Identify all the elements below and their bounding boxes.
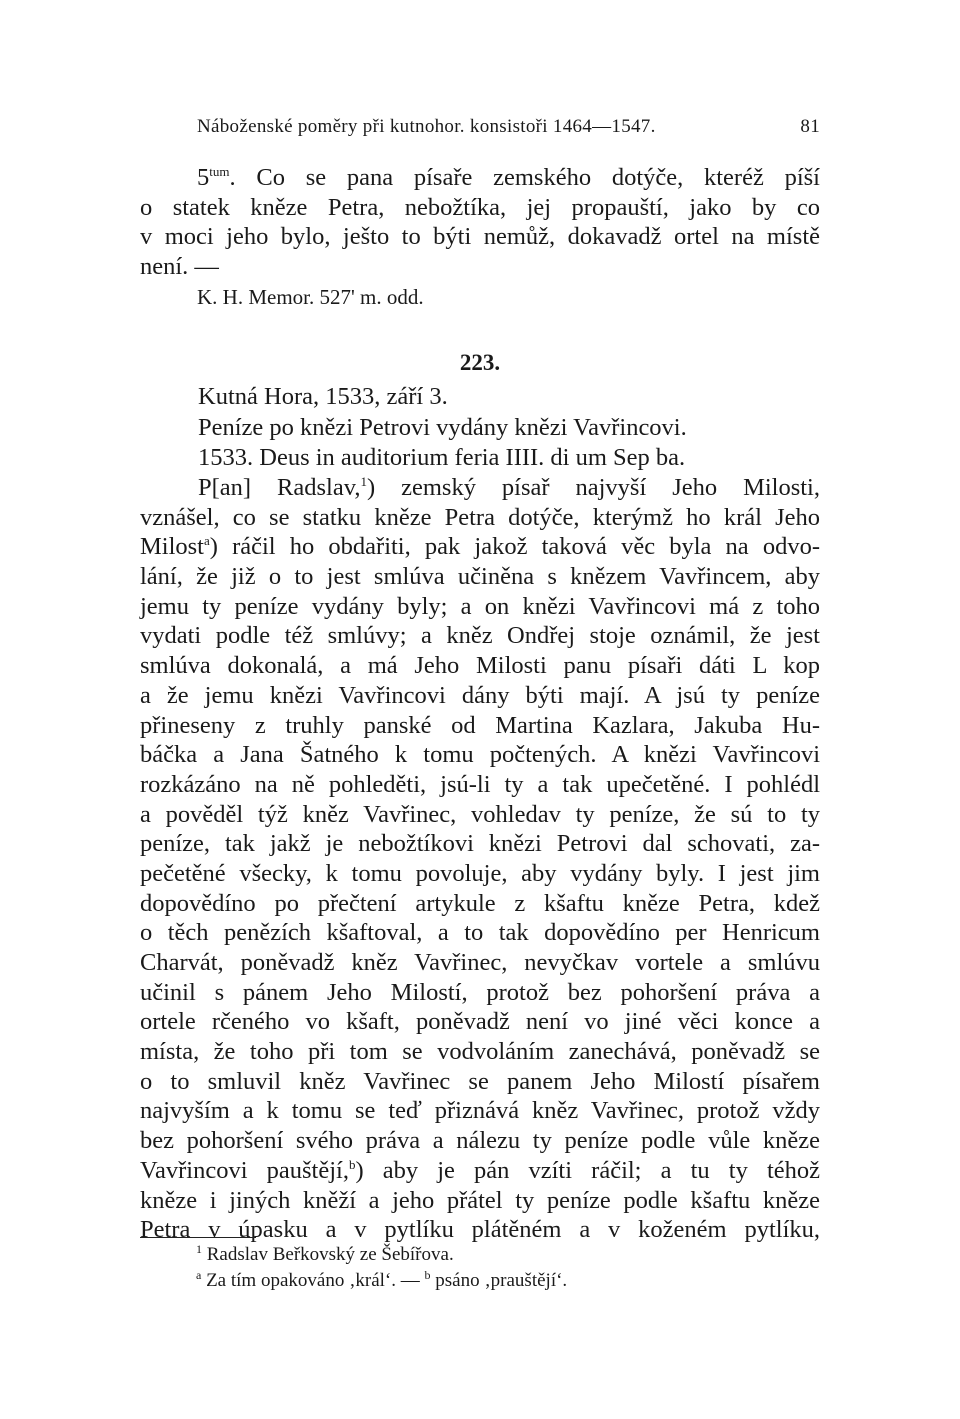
paragraph-line: a že jemu knězi Vavřincovi dány býti mají. A jsú ty peníze xyxy=(140,681,820,709)
paragraph-line: učinil s pánem Jeho Milostí, protož bez pohoršení práva a xyxy=(140,978,820,1006)
footnote-divider xyxy=(140,1237,256,1238)
paragraph-line: dopovědíno po přečtení artykule z kšaftu kněze Petra, kdež xyxy=(140,889,820,917)
paragraph-line: bez pohoršení svého práva a nálezu ty peníze podle vůle kněze xyxy=(140,1127,820,1155)
page-number: 81 xyxy=(800,116,820,137)
paragraph-line: místa, že toho při tom se vodvoláním zanechává, poněvadž se xyxy=(140,1038,820,1066)
paragraph-line: o těch penězích kšaftoval, a to tak dopovědíno per Henricum xyxy=(140,919,820,947)
paragraph-line: $5^{tum}$. Co se pana písaře zemského dotýče, kteréž píší xyxy=(197,164,820,191)
paragraph-line: Milost$^a$) ráčil ho obdařiti, pak jakož taková věc byla na odvo- xyxy=(140,533,820,561)
footnote-mark: 1 xyxy=(196,1242,202,1256)
paragraph-line: vznášel, co se statku kněze Petra dotýče, kterýmž ho král Jeho xyxy=(140,503,820,531)
continued-paragraph xyxy=(140,163,820,282)
place-date-heading: Kutná Hora, 1533, září 3. xyxy=(198,383,448,410)
paragraph-line: peníze, tak jakž je nebožtíkovi knězi Petrovi dal schovati, za- xyxy=(140,830,820,858)
paragraph-line: najvyším a k tomu se teď přiznává kněz Vavřinec, protož vždy xyxy=(140,1097,820,1125)
paragraph-line: o to smluvil kněz Vavřinec se panem Jeho Milostí písařem xyxy=(140,1067,820,1095)
paragraph-line: vydati podle též smlúvy; a kněz Ondřej stoje oznámil, že jest xyxy=(140,622,820,650)
archival-reference: K. H. Memor. 527' m. odd. xyxy=(197,285,424,309)
paragraph-line: Petra v úpasku a v pytlíku plátěném a v koženém pytlíku, xyxy=(140,1216,820,1244)
footnote-a-b xyxy=(196,1270,567,1292)
main-paragraph xyxy=(140,473,820,1245)
document-number: 223. xyxy=(459,350,501,375)
paragraph-line: přineseny z truhly panské od Martina Kazlara, Jakuba Hu- xyxy=(140,711,820,739)
paragraph-line: v moci jeho bylo, ješto to býti nemůž, dokavadž ortel na místě xyxy=(140,223,820,251)
footnote-mark: a xyxy=(196,1268,202,1282)
footnote-text: Za tím opakováno ‚král‘. — xyxy=(206,1270,420,1291)
paragraph-line: není. — xyxy=(140,253,219,281)
dating-line: 1533. Deus in auditorium feria IIII. di um Sep ba. xyxy=(198,444,686,471)
paragraph-line: báčka a Jana Šatného k tomu počtených. A knězi Vavřincovi xyxy=(140,741,820,769)
paragraph-line: rozkázáno na ně pohleděti, jsú-li ty a tak upečetěné. I pohlédl xyxy=(140,770,820,798)
summary-heading: Peníze po knězi Petrovi vydány knězi Vavřincovi. xyxy=(198,414,687,441)
paragraph-line: smlúva dokonalá, a má Jeho Milosti panu písaři dáti L kop xyxy=(140,652,820,680)
footnote-mark: b xyxy=(424,1268,431,1282)
paragraph-line: jemu ty peníze vydány byly; a on knězi Vavřincovi má z toho xyxy=(140,592,820,620)
footnote-text: psáno ‚prauštějí‘. xyxy=(435,1270,568,1291)
paragraph-line: ortele rčeného vo kšaft, poněvadž není vo jiné věci konce a xyxy=(140,1008,820,1036)
paragraph-line: kněze i jiných kněží a jeho přátel ty peníze podle kšaftu kněze xyxy=(140,1186,820,1214)
footnote-text: Radslav Beřkovský ze Šebířova. xyxy=(206,1244,454,1265)
paragraph-line: Charvát, poněvadž kněz Vavřinec, nevyčkav vortele a smlúvu xyxy=(140,949,820,976)
paragraph-line: a pověděl týž kněz Vavřinec, vohledav ty peníze, že sú to ty xyxy=(140,800,820,828)
paragraph-line: lání, že již o to jest smlúva učiněna s knězem Vavřincem, aby xyxy=(140,563,820,591)
paragraph-line: P[an] Radslav,$^1$) zemský písař najvyší Jeho Milosti, xyxy=(198,474,820,501)
running-title: Náboženské poměry při kutnohor. konsistoři 1464—1547. xyxy=(197,116,656,137)
footnote-1 xyxy=(196,1244,454,1266)
paragraph-line: Vavřincovi pauštějí,$^b$) aby je pán vzíti ráčil; a tu ty téhož xyxy=(140,1156,820,1184)
paragraph-line: o statek kněze Petra, nebožtíka, jej propauští, jako by co xyxy=(140,193,820,221)
paragraph-line: pečetěné všecky, k tomu povoluje, aby vydány byly. I jest jim xyxy=(140,859,820,887)
